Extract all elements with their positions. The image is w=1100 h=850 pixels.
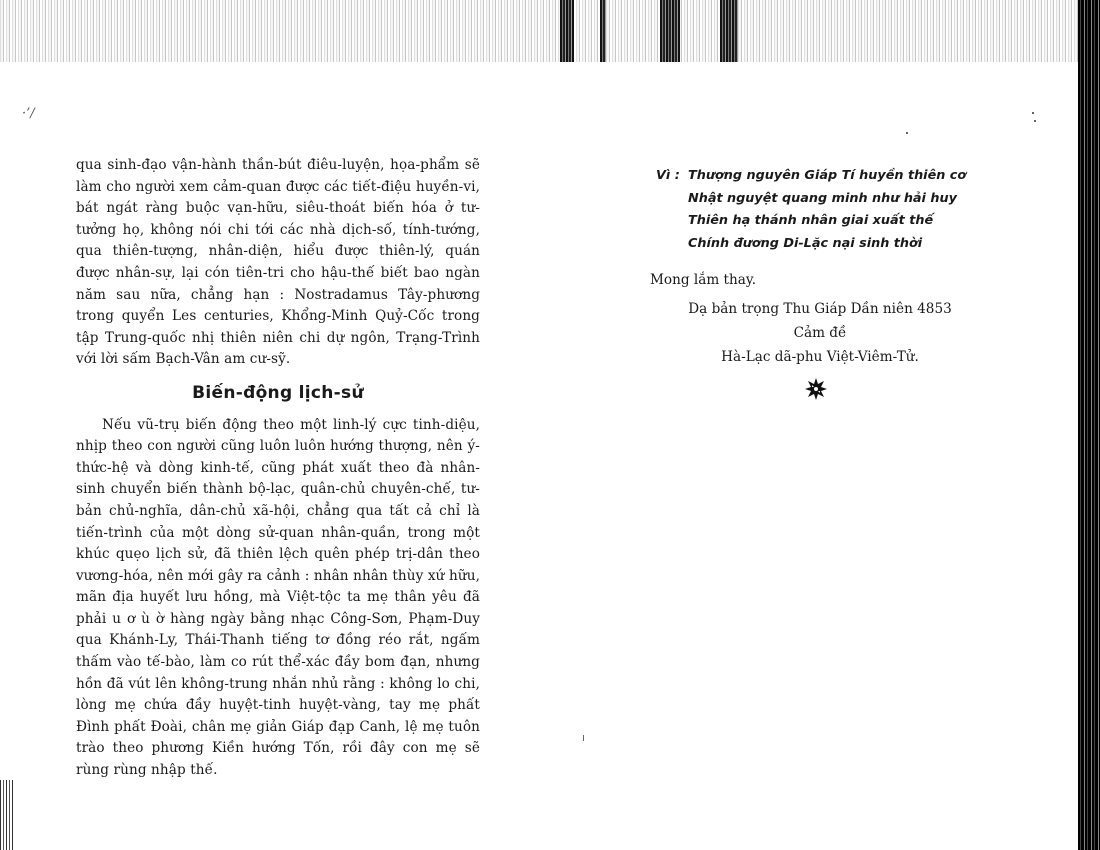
verse-line: Nhật nguyệt quang minh như hải huy [688,190,957,206]
signature-title: Cảm đề [793,325,847,341]
verse-line: Thượng nguyên Giáp Tí huyền thiên cơ [688,168,967,183]
dust-speck [583,735,584,741]
scan-mark [600,0,606,62]
signature-author: Hà-Lạc dã-phu Việt-Viêm-Tử. [721,349,919,365]
section-title: Biến-động lịch-sử [192,382,364,403]
signature-block [650,297,990,369]
scan-mark [720,0,738,62]
verse-lines [688,165,990,255]
scan-mark [660,0,680,62]
scan-edge-left [0,780,14,850]
left-page [76,155,480,782]
dust-speck [1034,120,1036,122]
dust-speck [906,132,908,134]
closing-line: Mong lắm thay. [650,272,757,288]
verse-line: Thiên hạ thánh nhân giai xuất thế [688,213,934,228]
scan-edge-top [0,0,1100,62]
right-page [650,165,990,369]
dust-speck [1032,112,1034,114]
page-mark: ·’/ [22,106,35,121]
paragraph-continuation: qua sinh-đạo vận-hành thần-bút điêu-luyện, họa-phẩm sẽ làm cho người xem cảm-quan được các tiết-điệu huyền-vi, bát ngát ràng buộc vạn-hữu, siêu-thoát biến hóa ở tư-tưởng họ, không nói chi tới các nhà dịch-số, tính-tướng, qua thiên-tượng, nhân-diện, hiểu được thiên-lý, quán được nhân-sự, lại cón tiên-tri cho hậu-thế biết bao ngàn năm sau nữa, chẳng hạn : Nostradamus Tây-phương trong quyển Les centuries, Khổng-Minh Quỷ-Cốc trong tập Trung-quốc nhị thiên niên chi dự ngôn, Trạng-Trình với lời sấm Bạch-Vân am cư-sỹ. [76,157,480,368]
paragraph-historical-change: Nếu vũ-trụ biến động theo một linh-lý cực tinh-diệu, nhịp theo con người cũng luôn luôn hướng thượng, nên ý-thức-hệ và dòng kinh-tế, cũng phát xuất theo đà nhân-sinh chuyển biến thành bộ-lạc, quân-chủ chuyên-chế, tư-bản chủ-nghĩa, dân-chủ xã-hội, chẳng qua tất cả chỉ là tiến-trình của một dòng sử-quan nhân-quần, trong một khúc quẹo lịch sử, đã thiên lệch quên phép trị-dân theo vương-hóa, nên mới gây ra cảnh : nhân nhân thùy xứ hữu, mãn địa huyết lưu hồng, mà Việt-tộc ta mẹ thân yêu đã phải u ơ ù ờ hàng ngày bằng nhạc Công-Sơn, Phạm-Duy qua Khánh-Ly, Thái-Thanh tiếng tơ đồng réo rắt, ngấm thấm vào tế-bào, làm co rút thể-xác đầy bom đạn, nhưng hồn đã vút lên không-trung nhắn nhủ rằng : không lo chi, lòng mẹ chứa đầy huyệt-tinh huyệt-vàng, tay mẹ phất Đình phất Đoài, chân mẹ giản Giáp đạp Canh, lệ mẹ tuôn trào theo phương Kiền hướng Tốn, rồi đây con mẹ sẽ rùng rùng nhập thế. [76,416,480,779]
verse-label: Vì : [656,168,680,183]
signature-date: Dạ bản trọng Thu Giáp Dần niên 4853 [688,301,952,317]
scan-edge-right [1078,0,1100,850]
verse-block [650,165,990,255]
scan-mark [560,0,574,62]
verse-line: Chính đương Di-Lặc nại sinh thời [688,235,923,251]
lotus-ornament-icon [803,376,829,402]
